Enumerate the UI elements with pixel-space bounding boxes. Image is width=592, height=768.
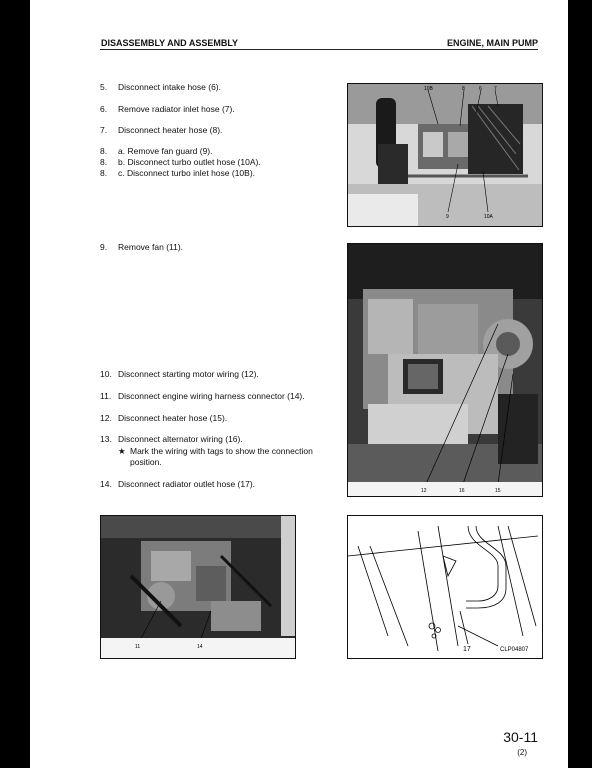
step-number: 11.	[100, 391, 112, 401]
label-6: 6	[479, 86, 482, 92]
step-text: Disconnect heater hose (8).	[118, 125, 223, 135]
revision-number: (2)	[517, 748, 527, 757]
figure-engine-side	[347, 243, 543, 497]
page-number: 30-11	[503, 729, 538, 745]
step-11	[100, 391, 305, 402]
step-10	[100, 369, 259, 380]
engine-top-photo	[348, 84, 542, 226]
header-divider	[100, 49, 538, 50]
figure-code: CLP04807	[500, 647, 529, 653]
step-14	[100, 479, 255, 490]
label-17: 17	[463, 646, 471, 653]
step-text: Disconnect starting motor wiring (12).	[118, 369, 259, 379]
step-8b	[100, 157, 261, 168]
step-7	[100, 125, 222, 136]
label-14: 14	[197, 644, 203, 650]
label-15: 15	[495, 488, 501, 494]
step-number: 8.	[100, 146, 108, 156]
step-text: Disconnect heater hose (15).	[118, 413, 228, 423]
step-text: Disconnect engine wiring harness connector (14).	[118, 391, 305, 401]
step-number: 9.	[100, 242, 108, 252]
step-number: 8.	[100, 157, 108, 167]
label-10a: 10A	[484, 214, 493, 220]
wiring-note	[118, 446, 338, 468]
step-text: Disconnect alternator wiring (16).	[118, 434, 243, 444]
step-number: 6.	[100, 104, 108, 114]
step-5	[100, 82, 221, 93]
step-text: Remove radiator inlet hose (7).	[118, 104, 235, 114]
step-text: Disconnect intake hose (6).	[118, 82, 221, 92]
manual-page	[30, 0, 568, 768]
step-number: 8.	[100, 168, 108, 178]
step-text: c. Disconnect turbo inlet hose (10B).	[118, 168, 256, 178]
engine-side-photo	[348, 244, 542, 496]
step-number: 10.	[100, 369, 112, 379]
engine-harness-photo	[101, 516, 295, 658]
step-8c	[100, 168, 255, 179]
label-16: 16	[459, 488, 465, 494]
step-number: 13.	[100, 434, 112, 444]
figure-radiator-hose-drawing	[347, 515, 543, 659]
step-number: 14.	[100, 479, 112, 489]
note-text: Mark the wiring with tags to show the connection position.	[130, 446, 313, 467]
section-title: DISASSEMBLY AND ASSEMBLY	[101, 38, 239, 48]
step-number: 5.	[100, 82, 108, 92]
step-6	[100, 104, 235, 115]
step-text: b. Disconnect turbo outlet hose (10A).	[118, 157, 261, 167]
star-icon: ★	[118, 446, 126, 456]
topic-title: ENGINE, MAIN PUMP	[446, 38, 538, 48]
step-9	[100, 242, 183, 253]
step-12	[100, 413, 227, 424]
figure-engine-harness	[100, 515, 296, 659]
radiator-hose-drawing	[348, 516, 542, 658]
step-text: a. Remove fan guard (9).	[118, 146, 213, 156]
step-text: Disconnect radiator outlet hose (17).	[118, 479, 256, 489]
step-number: 12.	[100, 413, 112, 423]
label-8: 8	[462, 86, 465, 92]
step-number: 7.	[100, 125, 108, 135]
step-text: Remove fan (11).	[118, 242, 184, 252]
label-10b: 10B	[424, 86, 433, 92]
label-7: 7	[494, 86, 497, 92]
step-13	[100, 434, 243, 445]
label-11: 11	[135, 644, 141, 650]
step-8a	[100, 146, 213, 157]
label-9: 9	[446, 214, 449, 220]
label-12: 12	[421, 488, 427, 494]
figure-engine-top	[347, 83, 543, 227]
